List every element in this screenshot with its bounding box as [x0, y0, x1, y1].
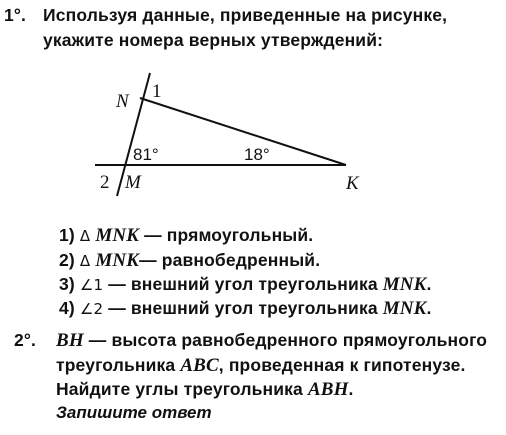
triangle-name: MNK	[95, 250, 140, 271]
statement-3-text: — внешний угол треугольника	[103, 274, 383, 294]
statement-1-text: — прямоугольный.	[139, 225, 314, 245]
triangle-name: ABH	[307, 379, 349, 400]
task2-line2-content	[56, 355, 466, 376]
angle-symbol: ∠2	[79, 300, 104, 318]
triangle-symbol: Δ	[79, 252, 91, 270]
statement-4-period: .	[426, 298, 432, 318]
task2-number: 2°.	[14, 330, 37, 350]
statement-4	[59, 298, 432, 319]
statement-4-number: 4)	[59, 298, 75, 318]
label-angle-M: 81°	[133, 145, 159, 164]
task2-text-line1: — высота равнобедренного прямоугольного	[83, 330, 488, 350]
task2-text-line2-end: , проведенная к гипотенузе.	[218, 355, 466, 375]
label-angle-K: 18°	[244, 145, 270, 164]
triangle-name: ABC	[180, 355, 219, 376]
statement-3-number: 3)	[59, 274, 75, 294]
label-angle-2: 2	[100, 172, 110, 193]
label-M: M	[125, 172, 141, 193]
task1-text-line1: Используя данные, приведенные на рисунке,	[43, 5, 448, 25]
task2-text-line3-end: .	[348, 379, 354, 399]
triangle-name: MNK	[382, 298, 427, 319]
statement-2-text: — равнобедренный.	[139, 250, 321, 270]
statement-1	[59, 225, 313, 246]
statement-3-period: .	[426, 274, 432, 294]
triangle-name: MNK	[95, 225, 140, 246]
task1-number: 1°.	[4, 5, 27, 25]
side-NK	[140, 98, 346, 165]
answer-label: Запишите ответ	[56, 403, 212, 422]
angle-symbol: ∠1	[79, 276, 104, 294]
task2-text-line3: Найдите углы треугольника	[56, 379, 308, 399]
statement-2	[59, 250, 320, 271]
label-N: N	[116, 91, 129, 112]
label-angle-1: 1	[152, 81, 162, 102]
label-K: K	[346, 173, 359, 194]
triangle-figure	[0, 0, 506, 210]
segment-name: BH	[56, 330, 84, 351]
triangle-symbol: Δ	[79, 227, 91, 245]
statement-4-text: — внешний угол треугольника	[103, 298, 383, 318]
task2-line1-content	[56, 330, 487, 351]
task1-text-line2: укажите номера верных утверждений:	[43, 30, 384, 50]
task2-line3-content	[56, 379, 354, 400]
statement-3	[59, 274, 432, 295]
statement-2-number: 2)	[59, 250, 75, 270]
task2-text-line2: треугольника	[56, 355, 181, 375]
statement-1-number: 1)	[59, 225, 75, 245]
triangle-name: MNK	[382, 274, 427, 295]
